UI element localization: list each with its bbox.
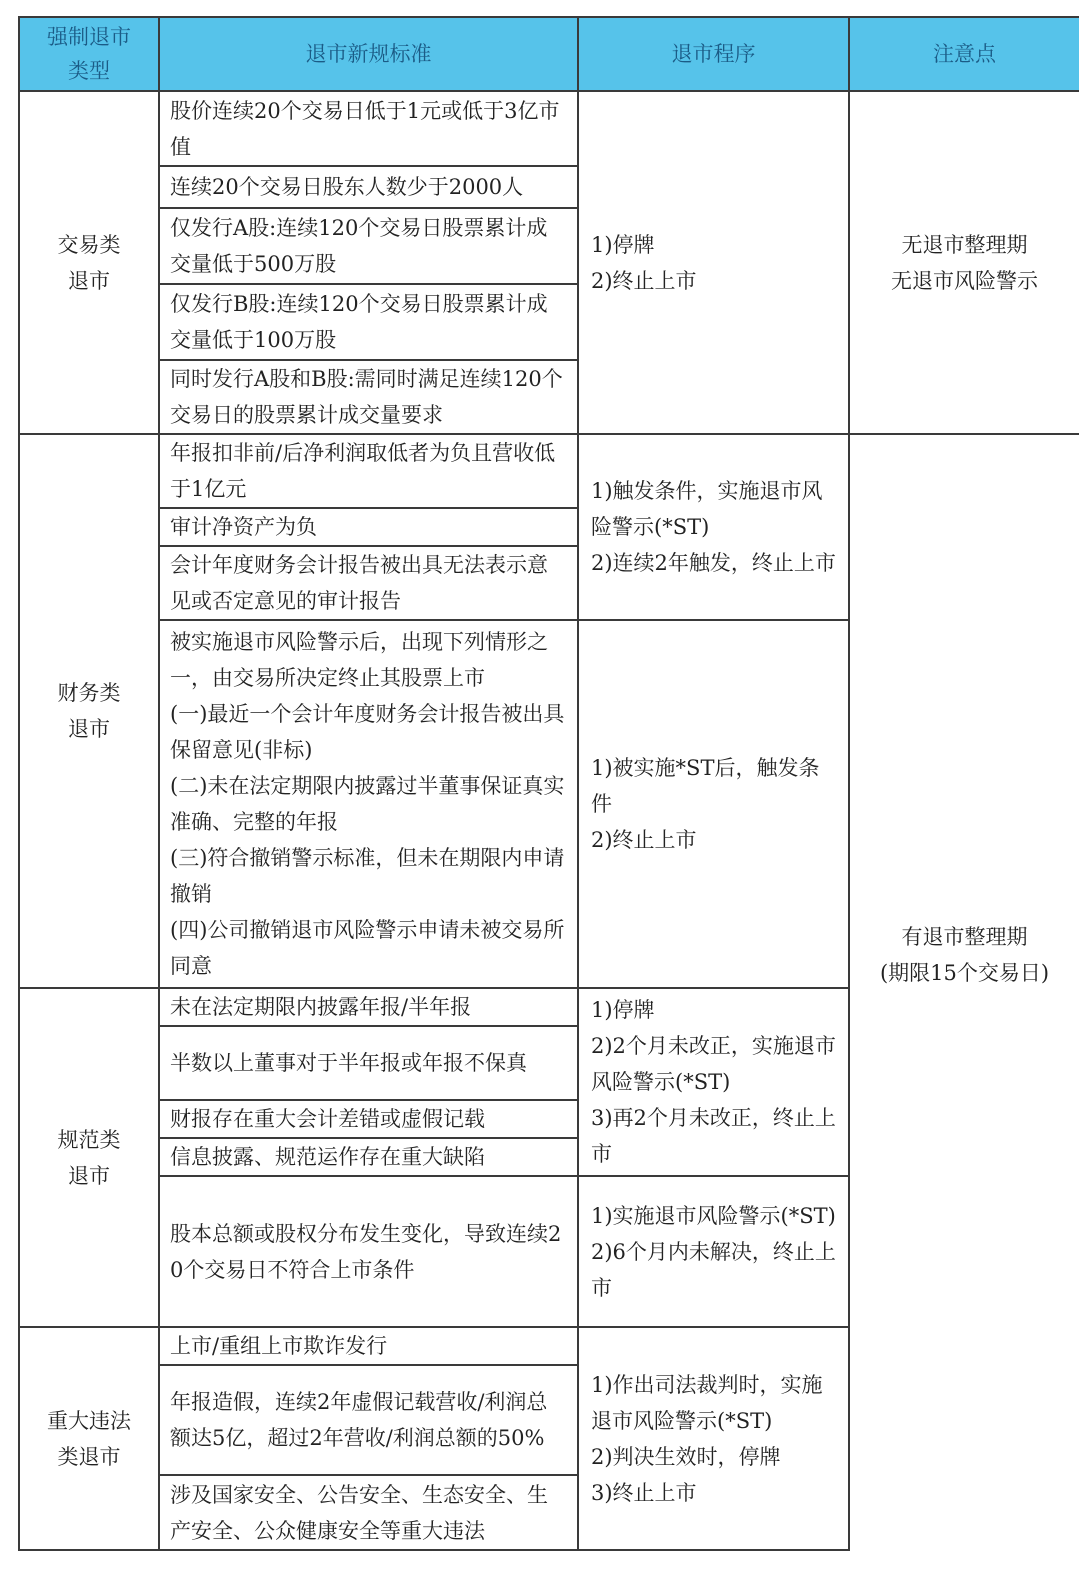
- procedure-line: 1)被实施*ST后，触发条件: [591, 756, 820, 816]
- standard-line: (四)公司撤销退市风险警示申请未被交易所同意: [170, 918, 565, 978]
- type-violation: 重大违法类退市: [19, 1327, 159, 1550]
- procedure-line: 3)再2个月未改正，终止上市: [591, 1106, 836, 1166]
- standard-cell: 连续20个交易日股东人数少于2000人: [159, 166, 578, 208]
- notes-shared: [849, 434, 1079, 1475]
- standard-cell: 未在法定期限内披露年报/半年报: [159, 988, 578, 1026]
- standard-cell: 仅发行B股:连续120个交易日股票累计成交量低于100万股: [159, 284, 578, 360]
- procedure-line: 2)判决生效时，停牌: [591, 1444, 781, 1469]
- procedure-line: 3)终止上市: [591, 1480, 697, 1505]
- procedure-line: 1)触发条件，实施退市风险警示(*ST): [591, 479, 823, 539]
- standard-cell-multi: [159, 620, 578, 988]
- standard-cell: 半数以上董事对于半年报或年报不保真: [159, 1026, 578, 1100]
- procedure-line: 2)连续2年触发，终止上市: [591, 551, 836, 575]
- standard-cell: 上市/重组上市欺诈发行: [159, 1327, 578, 1365]
- type-financial: 财务类退市: [19, 434, 159, 988]
- procedure-line: 2)6个月内未解决，终止上市: [591, 1239, 836, 1300]
- table-container: [18, 16, 1079, 1551]
- standard-line: 被实施退市风险警示后，出现下列情形之一，由交易所决定终止其股票上市: [170, 630, 548, 690]
- header-procedure: 退市程序: [578, 17, 849, 91]
- type-trading: 交易类退市: [19, 91, 159, 434]
- standard-cell: 涉及国家安全、公告安全、生态安全、生产安全、公众健康安全等重大违法: [159, 1475, 578, 1550]
- table-row: [19, 434, 1079, 508]
- standard-cell: 股本总额或股权分布发生变化，导致连续20个交易日不符合上市条件: [159, 1176, 578, 1327]
- standard-cell: 审计净资产为负: [159, 508, 578, 546]
- standard-line: (三)符合撤销警示标准，但未在期限内申请撤销: [170, 846, 565, 906]
- procedure-financial-b: [578, 620, 849, 988]
- standard-line: (二)未在法定期限内披露过半董事保证真实准确、完整的年报: [170, 774, 565, 834]
- procedure-line: 2)终止上市: [591, 268, 697, 293]
- header-row: [19, 17, 1079, 91]
- standard-cell: 股价连续20个交易日低于1元或低于3亿市值: [159, 91, 578, 166]
- standard-cell: 会计年度财务会计报告被出具无法表示意见或否定意见的审计报告: [159, 546, 578, 620]
- procedure-line: 1)停牌: [591, 998, 655, 1022]
- procedure-violation: [578, 1327, 849, 1550]
- procedure-financial-a: [578, 434, 849, 620]
- header-standard: 退市新规标准: [159, 17, 578, 91]
- type-regulatory: 规范类退市: [19, 988, 159, 1327]
- table-row: [19, 1475, 1079, 1550]
- table-row: [19, 91, 1079, 166]
- procedure-line: 1)实施退市风险警示(*ST): [591, 1203, 836, 1228]
- procedure-regulatory-b: [578, 1176, 849, 1327]
- note-line: 有退市整理期: [901, 925, 1028, 949]
- standard-cell: 信息披露、规范运作存在重大缺陷: [159, 1138, 578, 1176]
- header-notes: 注意点: [849, 17, 1079, 91]
- standard-cell: 年报造假，连续2年虚假记载营收/利润总额达5亿，超过2年营收/利润总额的50%: [159, 1365, 578, 1475]
- procedure-line: 2)终止上市: [591, 828, 697, 852]
- procedure-line: 1)作出司法裁判时，实施退市风险警示(*ST): [591, 1372, 823, 1433]
- procedure-line: 2)2个月未改正，实施退市风险警示(*ST): [591, 1034, 836, 1094]
- standard-line: (一)最近一个会计年度财务会计报告被出具保留意见(非标): [170, 702, 565, 762]
- note-line: 无退市整理期: [901, 232, 1028, 257]
- standard-cell: 年报扣非前/后净利润取低者为负且营收低于1亿元: [159, 434, 578, 508]
- standard-cell: 仅发行A股:连续120个交易日股票累计成交量低于500万股: [159, 208, 578, 284]
- standard-cell: 同时发行A股和B股:需同时满足连续120个交易日的股票累计成交量要求: [159, 360, 578, 434]
- note-line: (期限15个交易日): [879, 961, 1050, 985]
- procedure-regulatory-a: [578, 988, 849, 1176]
- procedure-line: 1)停牌: [591, 232, 655, 257]
- note-line: 无退市风险警示: [891, 268, 1038, 293]
- notes-trading: [849, 91, 1079, 434]
- delisting-table: [18, 16, 1079, 1551]
- header-type: 强制退市类型: [19, 17, 159, 91]
- procedure-trading: [578, 91, 849, 434]
- standard-cell: 财报存在重大会计差错或虚假记载: [159, 1100, 578, 1138]
